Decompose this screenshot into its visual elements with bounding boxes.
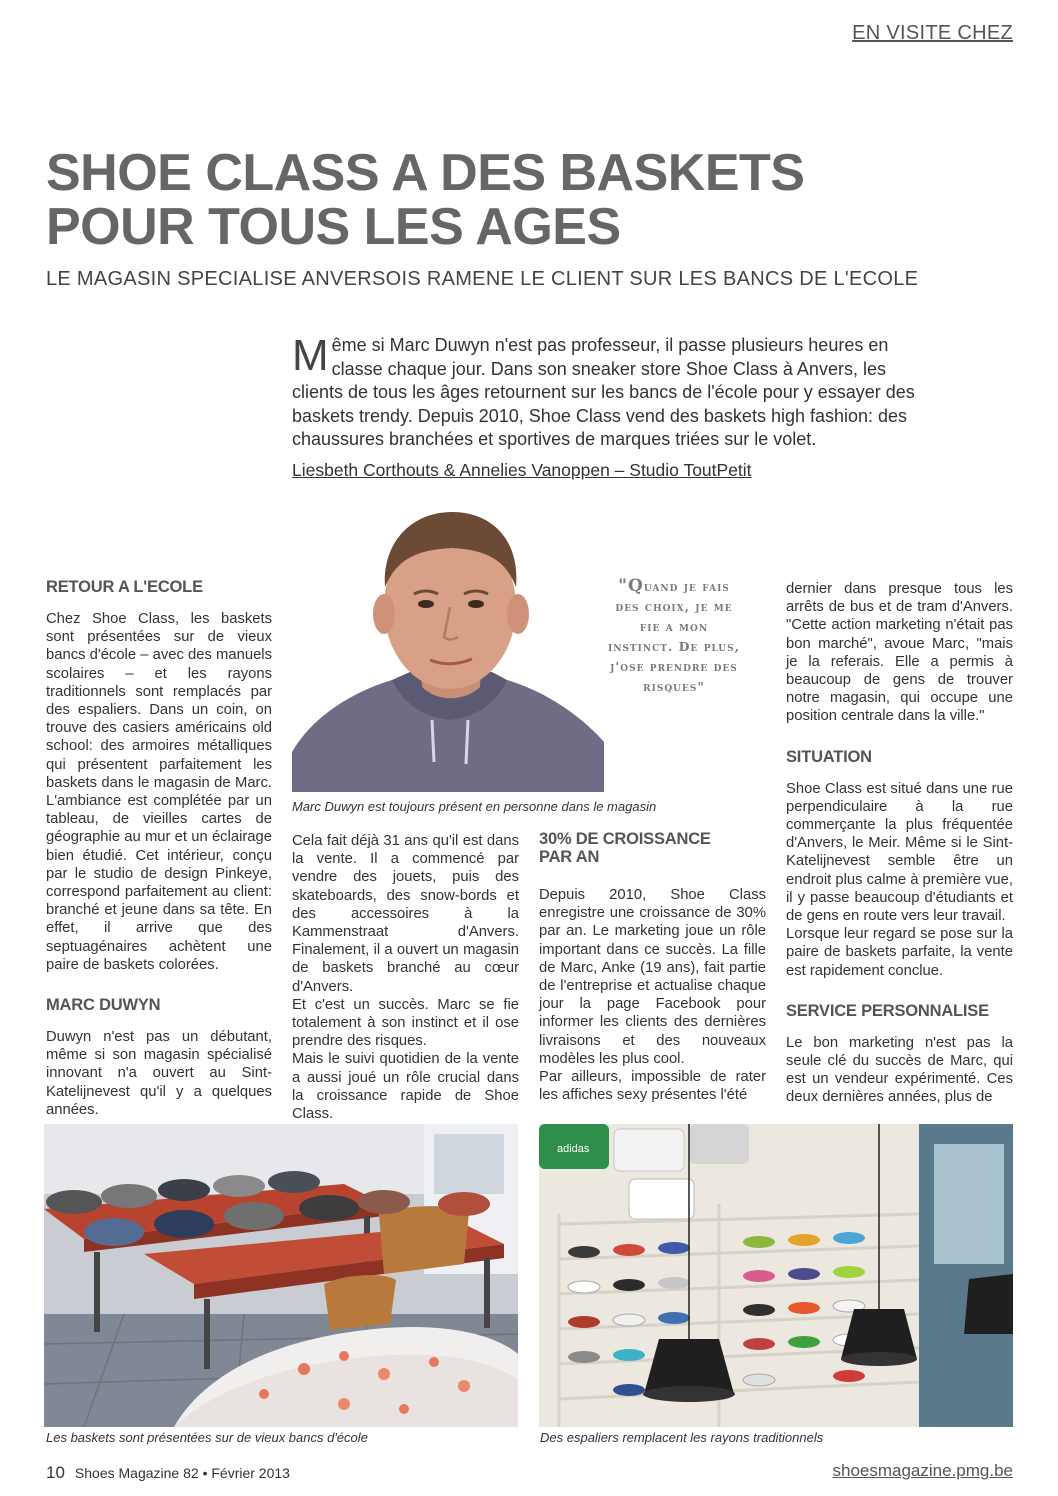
title-line-2: POUR TOUS LES AGES	[46, 198, 621, 256]
photo-1-caption: Les baskets sont présentées sur de vieux bancs d'école	[46, 1430, 368, 1445]
heading-croissance: 30% DE CROISSANCE PAR AN	[539, 830, 711, 866]
paragraph: Mais le suivi quotidien de la vente a aussi joué un rôle crucial dans la croissance rapide de Shoe Class.	[292, 1051, 519, 1123]
heading-service-personnalise: SERVICE PERSONNALISE	[786, 1001, 989, 1020]
paragraph: Le bon marketing n'est pas la seule clé du succès de Marc, qui est un vendeur expérimenté. Ces deux dernières années, plus de	[786, 1034, 1013, 1106]
photo-2-caption: Des espaliers remplacent les rayons traditionnels	[540, 1430, 824, 1445]
paragraph: Cela fait déjà 31 ans qu'il est dans la vente. Il a commencé par vendre des jouets, puis des skateboards, des snow-bords et des accessoires à la Kammenstraat d'Anvers. Finalement, il a ouvert un magasin de baskets branché au cœur d'Anvers.	[292, 833, 519, 995]
footer-url-link[interactable]: shoesmagazine.pmg.be	[832, 1461, 1013, 1480]
paragraph: Lorsque leur regard se pose sur la paire de baskets parfaite, la vente est rapidement conclue.	[786, 926, 1013, 979]
paragraph: Et c'est un succès. Marc se fie totalement à son instinct et il ose prendre des risques.	[292, 996, 519, 1050]
heading-marc-duwyn: MARC DUWYN	[46, 996, 161, 1015]
adidas-bag-label: adidas	[557, 1143, 590, 1155]
photo-school-benches	[44, 1124, 518, 1427]
article-title	[46, 146, 946, 254]
issue-info: Shoes Magazine 82 • Février 2013	[74, 1465, 290, 1481]
pull-quote	[608, 576, 740, 697]
column-1	[46, 578, 272, 1119]
column-3	[539, 830, 766, 1104]
section-label: EN VISITE CHEZ	[852, 22, 1013, 44]
article-subtitle: LE MAGASIN SPECIALISE ANVERSOIS RAMENE LE CLIENT SUR LES BANCS DE L'ECOLE	[46, 268, 919, 290]
drop-cap: M	[292, 331, 329, 380]
quote-text-2: e plus, j'ose prendre des risques"	[610, 639, 740, 694]
portrait-caption: Marc Duwyn est toujours présent en personne dans le magasin	[292, 799, 657, 814]
lead-text: ême si Marc Duwyn n'est pas professeur, il passe plusieurs heures en classe chaque jour. Dans son sneaker store Shoe Class à Anvers, les clients de tous les âges retournent sur les bancs de l'école pour y essayer des baskets trendy. Depuis 2010, Shoe Class vend des baskets high fashion: des chaussures branchées et sportives de marques triées sur le volet.	[292, 335, 915, 449]
paragraph: Par ailleurs, impossible de rater les affiches sexy présentes l'été	[539, 1069, 766, 1104]
paragraph: Chez Shoe Class, les baskets sont présentées sur de vieux bancs d'école – avec des manuels scolaires – et les rayons traditionnels sont remplacés par des espaliers. Dans un coin, on trouve des casiers américains old school: des armoires métalliques qui présentent parfaitement les baskets dans le magasin de Marc. L'ambiance est complétée par un tableau, de vieilles cartes de géographie au mur et un éclairage bien étudié. Cet intérieur, conçu par le studio de design Pinkeye, correspond parfaitement au client: branché et jeune dans sa tête. En effet, il arrive que des septuagénaires achètent une paire de baskets colorées.	[46, 611, 272, 973]
paragraph: Shoe Class est situé dans une rue perpendiculaire à la rue commerçante la plus fréquentée d'Anvers, le Meir. Même si le Sint-Katelijnevest semble être un endroit plus calme à première vue, il y passe beaucoup d'étudiants et de gens en route vers leur travail.	[786, 780, 1013, 925]
page-number: 10	[46, 1463, 65, 1482]
byline: Liesbeth Corthouts & Annelies Vanoppen – Studio ToutPetit	[292, 460, 752, 480]
paragraph: Duwyn n'est pas un débutant, même si son magasin spécialisé innovant n'a ouvert au Sint-Katelijnevest qu'il y a quelques années.	[46, 1029, 272, 1118]
quote-open: "Q	[618, 576, 644, 596]
footer-left	[46, 1463, 290, 1483]
column-4	[786, 580, 1013, 1107]
lead-paragraph	[292, 331, 932, 452]
paragraph: dernier dans presque tous les arrêts de bus et de tram d'Anvers. "Cette action marketing n'était pas bon marché", avoue Marc, "mais je la referais. Elle a permis à beaucoup de gens de trouver notre magasin, qui occupe une position centrale dans la ville."	[786, 581, 1013, 725]
portrait-photo	[292, 502, 604, 792]
paragraph: Depuis 2010, Shoe Class enregistre une croissance de 30% par an. Le marketing joue un rôle important dans ce succès. La fille de Marc, Anke (19 ans), fait partie de l'entreprise et actualise chaque jour la page Facebook pour informer les clients des dernières livraisons et des nouveaux modèles les plus cool.	[539, 887, 766, 1067]
heading-retour-a-l-ecole: RETOUR A L'ECOLE	[46, 578, 203, 596]
quote-text: uand je fais des choix, je me fie a mon instinct. D	[608, 579, 733, 654]
photo-wall-bars	[539, 1124, 1013, 1427]
title-line-1: SHOE CLASS A DES BASKETS	[46, 144, 805, 202]
column-2	[292, 832, 519, 1123]
heading-situation: SITUATION	[786, 747, 872, 766]
